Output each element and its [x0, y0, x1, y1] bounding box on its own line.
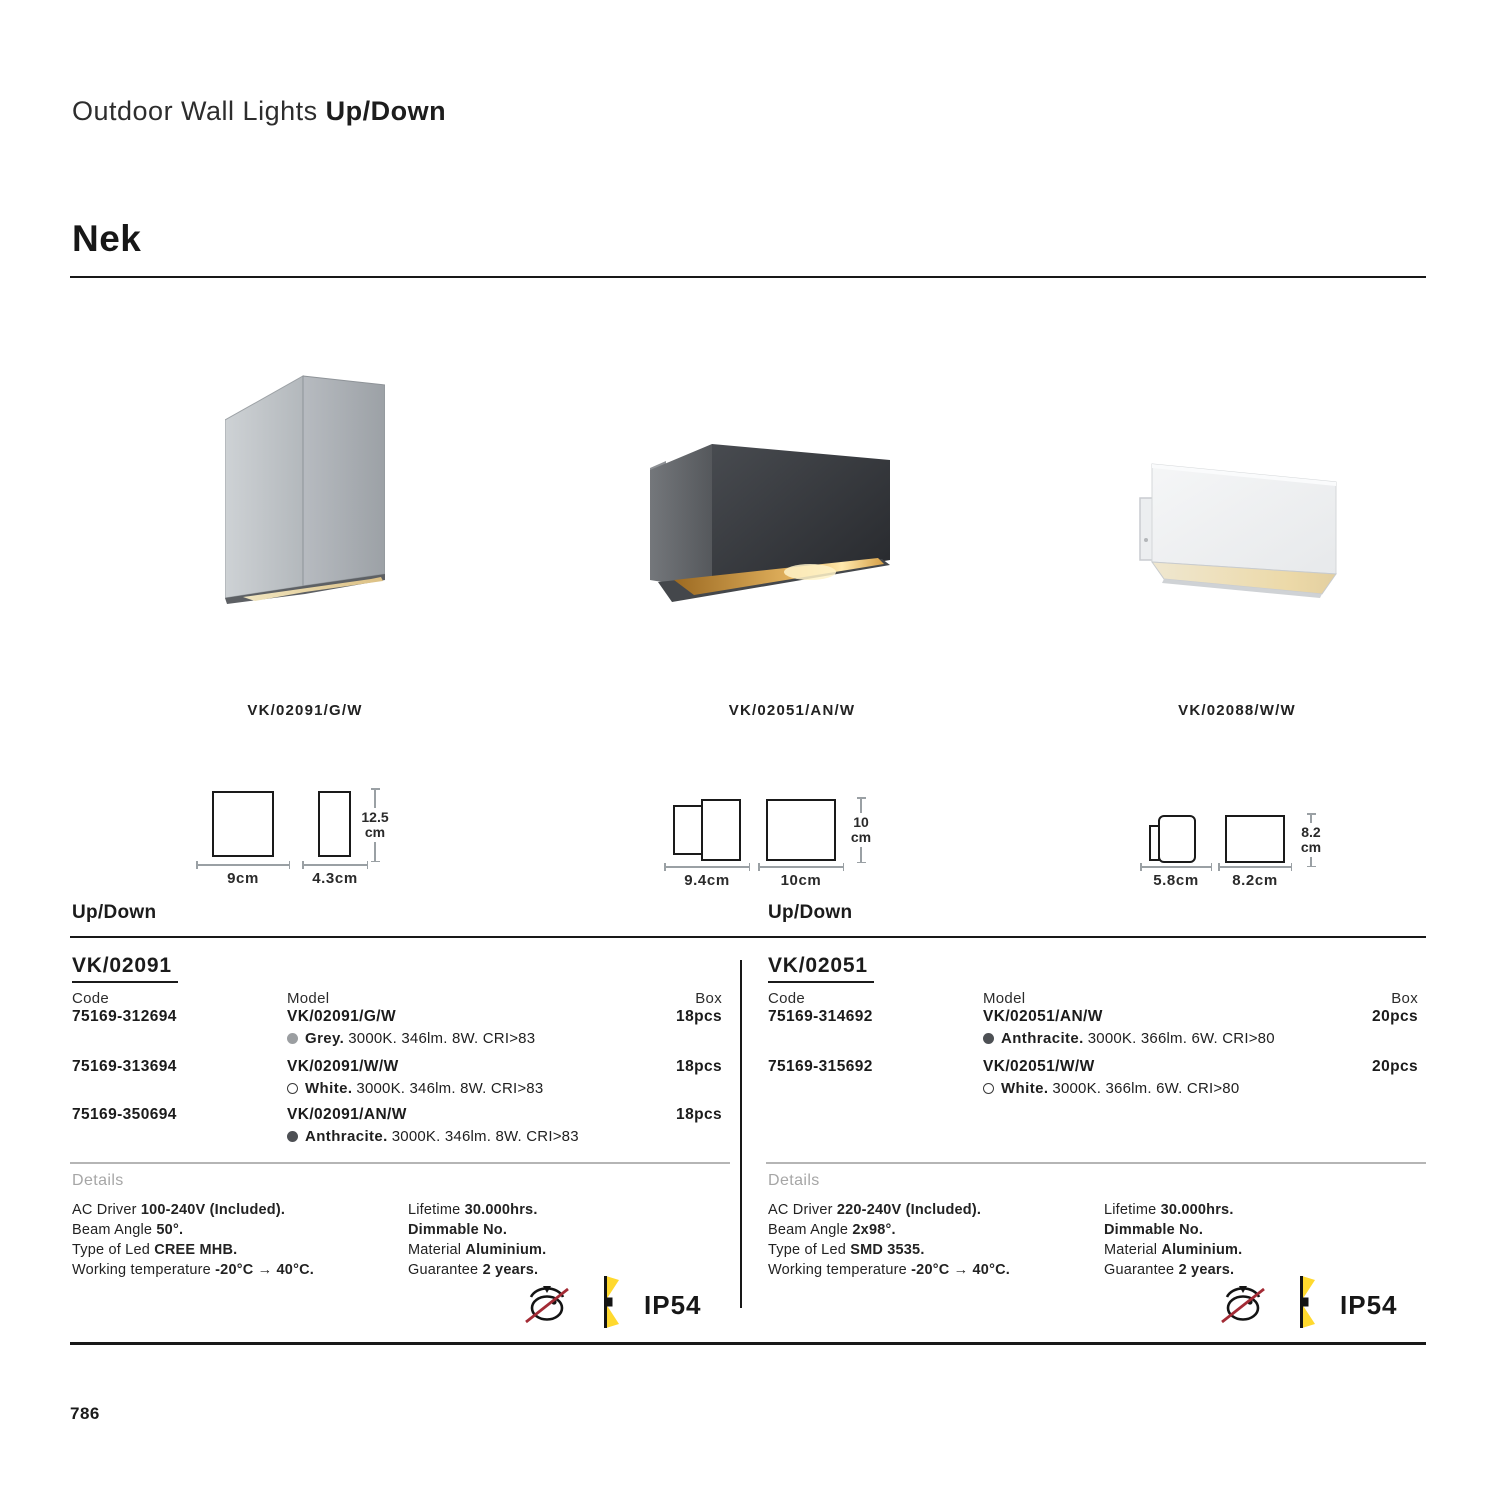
height-measure [1288, 813, 1334, 867]
not-dimmable-icon [522, 1280, 572, 1324]
color-name: Anthracite. [1001, 1030, 1084, 1047]
product-code: 75169-313694 [72, 1058, 177, 1075]
header-subcategory: Up/Down [325, 96, 447, 126]
page-header [72, 96, 446, 127]
detail-line: Working temperature -20°C → 40°C. [768, 1262, 1010, 1278]
color-swatch [287, 1083, 298, 1094]
depth-value: 8.2cm [1232, 872, 1278, 889]
detail-line: Working temperature -20°C → 40°C. [72, 1262, 314, 1278]
detail-line: Beam Angle 50°. [72, 1222, 184, 1238]
spec-text: 3000K. 366lm. 6W. CRI>80 [1052, 1080, 1240, 1097]
width-value: 9cm [227, 870, 259, 887]
details-rule [766, 1162, 1426, 1164]
page-title: Nek [72, 218, 142, 259]
column-header-box: Box [695, 990, 722, 1007]
detail-line: AC Driver 100-240V (Included). [72, 1202, 286, 1218]
detail-line: Dimmable No. [408, 1222, 508, 1238]
height-unit: cm [364, 824, 386, 840]
column-header-model: Model [287, 990, 330, 1007]
detail-line: Material Aluminium. [1104, 1242, 1243, 1258]
box-quantity: 20pcs [1372, 1008, 1418, 1025]
color-swatch [983, 1083, 994, 1094]
column-header-model: Model [983, 990, 1026, 1007]
color-name: Grey. [305, 1030, 345, 1047]
spec-text: 3000K. 366lm. 6W. CRI>80 [1087, 1030, 1275, 1047]
height-unit: cm [850, 829, 872, 845]
updown-beam-icon [1294, 1276, 1318, 1328]
height-unit: cm [1300, 839, 1322, 855]
product-model: VK/02091/G/W [287, 1008, 397, 1025]
wall-light-photo-white [1138, 452, 1338, 617]
ip-rating: IP54 [644, 1290, 702, 1320]
color-swatch [287, 1033, 298, 1044]
detail-line: Dimmable No. [1104, 1222, 1204, 1238]
ip-rating: IP54 [1340, 1290, 1398, 1320]
height-value: 8.2 [1301, 824, 1321, 840]
depth-measure [1218, 866, 1292, 892]
family-code: VK/02051 [768, 954, 874, 983]
product-model: VK/02051/AN/W [983, 1008, 1103, 1025]
box-quantity: 18pcs [676, 1106, 722, 1123]
height-measure [352, 788, 398, 862]
section-updown-label: Up/Down [768, 902, 853, 923]
dim-side-outline [1158, 815, 1196, 863]
spec-text: 3000K. 346lm. 8W. CRI>83 [356, 1080, 544, 1097]
updown-beam-icon [598, 1276, 622, 1328]
dim-side-outline [318, 791, 351, 857]
product-model: VK/02091/AN/W [287, 1106, 407, 1123]
box-quantity: 18pcs [676, 1008, 722, 1025]
width-measure [196, 864, 290, 890]
dim-front-outline [701, 799, 741, 861]
page-number: 786 [70, 1404, 100, 1423]
color-name: Anthracite. [305, 1128, 388, 1145]
product-label: VK/02051/AN/W [728, 702, 856, 719]
section-updown-label: Up/Down [72, 902, 157, 923]
color-swatch [983, 1033, 994, 1044]
depth-measure [302, 864, 368, 890]
column-header-code: Code [768, 990, 806, 1007]
product-label: VK/02088/W/W [1178, 702, 1296, 719]
product-spec [287, 1128, 579, 1145]
color-swatch [287, 1131, 298, 1142]
detail-line: Lifetime 30.000hrs. [408, 1202, 538, 1218]
product-spec [287, 1080, 543, 1097]
product-spec [287, 1030, 535, 1047]
detail-line: Guarantee 2 years. [1104, 1262, 1235, 1278]
width-value: 9.4cm [684, 872, 730, 889]
height-value: 12.5 [361, 809, 389, 825]
wall-light-photo-grey [225, 368, 385, 618]
spec-text: 3000K. 346lm. 8W. CRI>83 [391, 1128, 579, 1145]
product-model: VK/02091/W/W [287, 1058, 399, 1075]
product-model: VK/02051/W/W [983, 1058, 1095, 1075]
height-value: 10 [853, 814, 869, 830]
dim-front-outline [766, 799, 836, 861]
product-code: 75169-312694 [72, 1008, 177, 1025]
details-title: Details [72, 1172, 124, 1189]
width-measure [1140, 866, 1212, 892]
column-header-code: Code [72, 990, 110, 1007]
column-header-box: Box [1391, 990, 1418, 1007]
details-rule [70, 1162, 730, 1164]
product-label: VK/02091/G/W [247, 702, 363, 719]
box-quantity: 18pcs [676, 1058, 722, 1075]
spec-text: 3000K. 346lm. 8W. CRI>83 [348, 1030, 536, 1047]
product-code: 75169-350694 [72, 1106, 177, 1123]
width-measure [664, 866, 750, 892]
color-name: White. [1001, 1080, 1049, 1097]
not-dimmable-icon [1218, 1280, 1268, 1324]
product-section-vk02091 [70, 900, 730, 1360]
detail-line: AC Driver 220-240V (Included). [768, 1202, 982, 1218]
product-spec [983, 1030, 1275, 1047]
product-spec [983, 1080, 1239, 1097]
detail-line: Guarantee 2 years. [408, 1262, 539, 1278]
column-divider [740, 960, 742, 1308]
header-category: Outdoor Wall Lights [72, 96, 326, 126]
product-code: 75169-314692 [768, 1008, 873, 1025]
depth-measure [758, 866, 844, 892]
wall-light-photo-anthracite [650, 428, 890, 618]
width-value: 5.8cm [1153, 872, 1199, 889]
detail-line: Lifetime 30.000hrs. [1104, 1202, 1234, 1218]
detail-line: Beam Angle 2x98°. [768, 1222, 896, 1238]
depth-value: 10cm [780, 872, 822, 889]
dim-front-outline [212, 791, 274, 857]
family-code: VK/02091 [72, 954, 178, 983]
product-section-vk02051 [766, 900, 1426, 1360]
dim-front-outline [1225, 815, 1285, 863]
bottom-rule [70, 1342, 1426, 1345]
detail-line: Type of Led CREE MHB. [72, 1242, 238, 1258]
details-title: Details [768, 1172, 820, 1189]
height-measure [838, 797, 884, 863]
color-name: White. [305, 1080, 353, 1097]
detail-line: Type of Led SMD 3535. [768, 1242, 925, 1258]
depth-value: 4.3cm [312, 870, 358, 887]
detail-line: Material Aluminium. [408, 1242, 547, 1258]
title-rule [70, 276, 1426, 278]
box-quantity: 20pcs [1372, 1058, 1418, 1075]
product-code: 75169-315692 [768, 1058, 873, 1075]
